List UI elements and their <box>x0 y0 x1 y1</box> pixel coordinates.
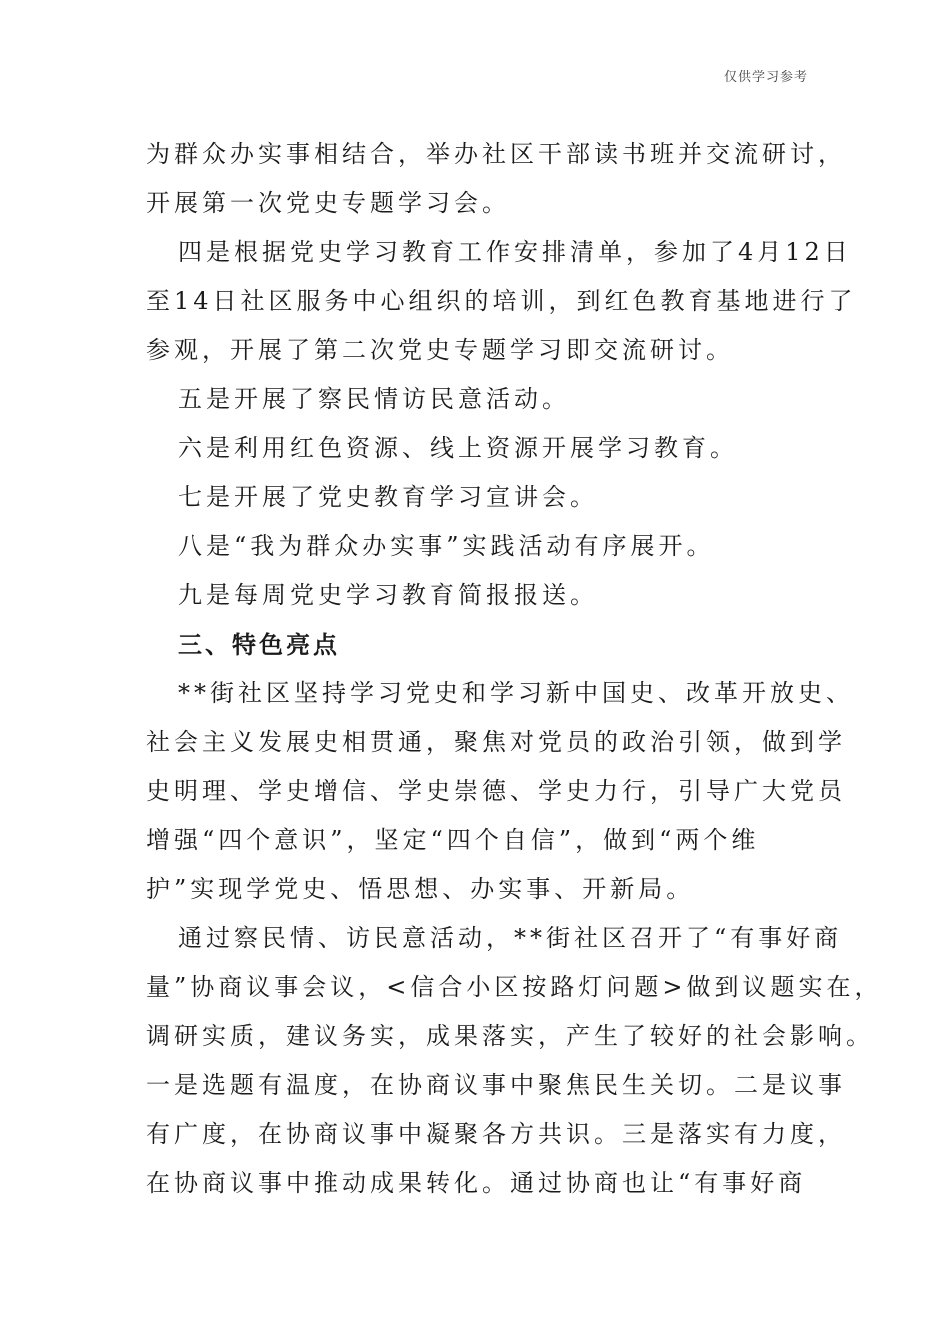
body-line: 八是“我为群众办实事”实践活动有序展开。 <box>178 532 715 560</box>
body-line: 有广度，在协商议事中凝聚各方共识。三是落实有力度， <box>146 1120 846 1148</box>
section-heading: 三、特色亮点 <box>178 630 340 659</box>
body-line: 量”协商议事会议，<信合小区按路灯问题>做到议题实在， <box>146 973 883 1001</box>
body-line: 开展第一次党史专题学习会。 <box>146 189 510 217</box>
body-line: 社会主义发展史相贯通，聚焦对党员的政治引领，做到学 <box>146 728 846 756</box>
body-line: 至14日社区服务中心组织的培训，到红色教育基地进行了 <box>146 287 857 315</box>
body-line: **街社区坚持学习党史和学习新中国史、改革开放史、 <box>178 679 854 707</box>
body-line: 七是开展了党史教育学习宣讲会。 <box>178 483 598 511</box>
body-line: 六是利用红色资源、线上资源开展学习教育。 <box>178 434 738 462</box>
body-line: 参观，开展了第二次党史专题学习即交流研讨。 <box>146 336 734 364</box>
body-line: 护”实现学党史、悟思想、办实事、开新局。 <box>146 875 695 903</box>
header-note: 仅供学习参考 <box>723 70 808 85</box>
body-line: 九是每周党史学习教育简报报送。 <box>178 581 598 609</box>
body-line: 增强“四个意识”，坚定“四个自信”，做到“两个维 <box>146 826 760 854</box>
body-line: 四是根据党史学习教育工作安排清单，参加了4月12日 <box>178 238 852 266</box>
body-line: 在协商议事中推动成果转化。通过协商也让“有事好商 <box>146 1169 807 1197</box>
body-line: 一是选题有温度，在协商议事中聚焦民生关切。二是议事 <box>146 1071 846 1099</box>
document-body <box>146 130 883 1208</box>
body-line: 史明理、学史增信、学史崇德、学史力行，引导广大党员 <box>146 777 846 805</box>
body-line: 为群众办实事相结合，举办社区干部读书班并交流研讨， <box>146 140 846 168</box>
body-line: 五是开展了察民情访民意活动。 <box>178 385 570 413</box>
body-line: 通过察民情、访民意活动，**街社区召开了“有事好商 <box>178 924 843 952</box>
body-line: 调研实质，建议务实，成果落实，产生了较好的社会影响。 <box>146 1022 874 1050</box>
